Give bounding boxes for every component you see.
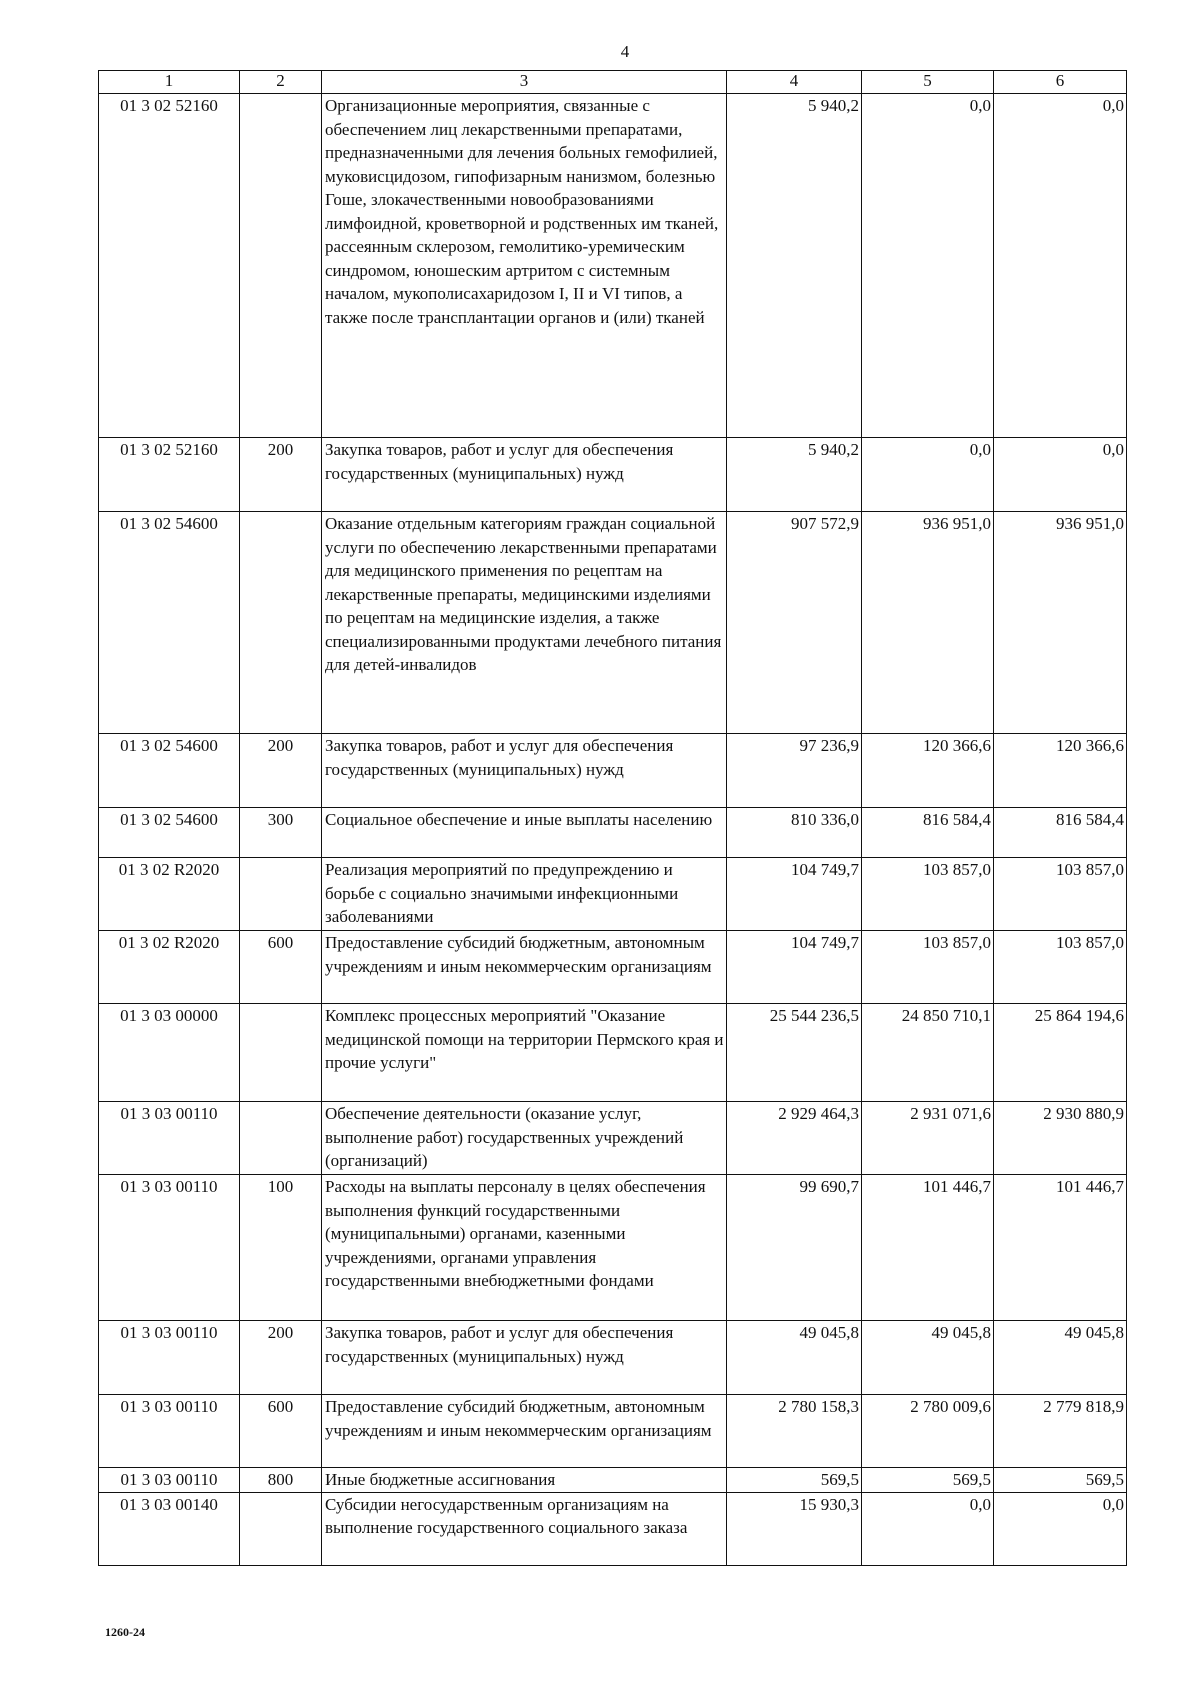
table-row bbox=[99, 931, 1127, 1004]
target-article-code: 01 3 03 00110 bbox=[99, 1175, 240, 1321]
item-name: Организационные мероприятия, связанные с обеспечением лиц лекарственными препаратами, предназначенными для лечения больных гемофилией, муковисцидозом, гипофизарным нанизмом, болезнью Гоше, злокачественными новообразованиями лимфоидной, кроветворной и родственных им тканей, рассеянным склерозом, гемолитико-уремическим синдромом, юношеским артритом с системным началом, мукополисахаридозом I, II и VI типов, а также после трансплантации органов и (или) тканей bbox=[322, 94, 727, 438]
amount-col6: 2 930 880,9 bbox=[994, 1102, 1127, 1175]
page-number: 4 bbox=[620, 42, 630, 61]
amount-col5: 120 366,6 bbox=[862, 734, 994, 808]
column-header: 2 bbox=[240, 71, 322, 94]
amount-col6: 120 366,6 bbox=[994, 734, 1127, 808]
item-name: Закупка товаров, работ и услуг для обеспечения государственных (муниципальных) нужд bbox=[322, 734, 727, 808]
table-row bbox=[99, 1175, 1127, 1321]
target-article-code: 01 3 02 52160 bbox=[99, 438, 240, 512]
amount-col5: 2 931 071,6 bbox=[862, 1102, 994, 1175]
amount-col4: 99 690,7 bbox=[727, 1175, 862, 1321]
item-name: Оказание отдельным категориям граждан социальной услуги по обеспечению лекарственными препаратами для медицинского применения по рецептам на лекарственные препараты, медицинскими изделиями по рецептам на медицинские изделия, а также специализированными продуктами лечебного питания для детей-инвалидов bbox=[322, 512, 727, 734]
amount-col4: 810 336,0 bbox=[727, 808, 862, 858]
table-row bbox=[99, 1395, 1127, 1468]
amount-col6: 49 045,8 bbox=[994, 1321, 1127, 1395]
expense-type-code: 600 bbox=[240, 931, 322, 1004]
target-article-code: 01 3 03 00110 bbox=[99, 1102, 240, 1175]
expense-type-code: 800 bbox=[240, 1468, 322, 1493]
amount-col6: 2 779 818,9 bbox=[994, 1395, 1127, 1468]
amount-col4: 15 930,3 bbox=[727, 1492, 862, 1565]
amount-col6: 101 446,7 bbox=[994, 1175, 1127, 1321]
column-header: 4 bbox=[727, 71, 862, 94]
expense-type-code bbox=[240, 512, 322, 734]
amount-col6: 0,0 bbox=[994, 1492, 1127, 1565]
amount-col6: 0,0 bbox=[994, 438, 1127, 512]
item-name: Иные бюджетные ассигнования bbox=[322, 1468, 727, 1493]
target-article-code: 01 3 02 R2020 bbox=[99, 858, 240, 931]
amount-col5: 0,0 bbox=[862, 94, 994, 438]
amount-col4: 907 572,9 bbox=[727, 512, 862, 734]
expense-type-code: 200 bbox=[240, 734, 322, 808]
amount-col6: 103 857,0 bbox=[994, 858, 1127, 931]
item-name: Предоставление субсидий бюджетным, автономным учреждениям и иным некоммерческим организациям bbox=[322, 1395, 727, 1468]
amount-col5: 569,5 bbox=[862, 1468, 994, 1493]
table-row bbox=[99, 808, 1127, 858]
amount-col5: 101 446,7 bbox=[862, 1175, 994, 1321]
document-code: 1260-24 bbox=[105, 1625, 145, 1639]
amount-col4: 25 544 236,5 bbox=[727, 1004, 862, 1102]
expense-type-code: 600 bbox=[240, 1395, 322, 1468]
amount-col4: 5 940,2 bbox=[727, 438, 862, 512]
amount-col4: 5 940,2 bbox=[727, 94, 862, 438]
expense-type-code bbox=[240, 858, 322, 931]
amount-col6: 569,5 bbox=[994, 1468, 1127, 1493]
target-article-code: 01 3 03 00110 bbox=[99, 1468, 240, 1493]
expense-type-code: 200 bbox=[240, 1321, 322, 1395]
column-header: 6 bbox=[994, 71, 1127, 94]
table-row bbox=[99, 1492, 1127, 1565]
column-header: 5 bbox=[862, 71, 994, 94]
column-header: 1 bbox=[99, 71, 240, 94]
amount-col6: 25 864 194,6 bbox=[994, 1004, 1127, 1102]
expense-type-code: 200 bbox=[240, 438, 322, 512]
amount-col4: 2 780 158,3 bbox=[727, 1395, 862, 1468]
amount-col4: 97 236,9 bbox=[727, 734, 862, 808]
target-article-code: 01 3 02 52160 bbox=[99, 94, 240, 438]
table-row bbox=[99, 1102, 1127, 1175]
table-row bbox=[99, 1004, 1127, 1102]
table-row bbox=[99, 94, 1127, 438]
table-row bbox=[99, 1468, 1127, 1493]
amount-col5: 0,0 bbox=[862, 1492, 994, 1565]
amount-col5: 103 857,0 bbox=[862, 858, 994, 931]
item-name: Социальное обеспечение и иные выплаты населению bbox=[322, 808, 727, 858]
target-article-code: 01 3 02 54600 bbox=[99, 512, 240, 734]
amount-col6: 936 951,0 bbox=[994, 512, 1127, 734]
budget-table bbox=[98, 70, 1127, 1566]
amount-col5: 103 857,0 bbox=[862, 931, 994, 1004]
amount-col5: 49 045,8 bbox=[862, 1321, 994, 1395]
target-article-code: 01 3 02 54600 bbox=[99, 734, 240, 808]
expense-type-code bbox=[240, 94, 322, 438]
item-name: Расходы на выплаты персоналу в целях обеспечения выполнения функций государственными (муниципальными) органами, казенными учреждениями, органами управления государственными внебюджетными фондами bbox=[322, 1175, 727, 1321]
target-article-code: 01 3 02 R2020 bbox=[99, 931, 240, 1004]
expense-type-code: 300 bbox=[240, 808, 322, 858]
table-row bbox=[99, 512, 1127, 734]
amount-col4: 569,5 bbox=[727, 1468, 862, 1493]
target-article-code: 01 3 03 00000 bbox=[99, 1004, 240, 1102]
expense-type-code bbox=[240, 1102, 322, 1175]
target-article-code: 01 3 03 00110 bbox=[99, 1321, 240, 1395]
expense-type-code bbox=[240, 1492, 322, 1565]
target-article-code: 01 3 02 54600 bbox=[99, 808, 240, 858]
amount-col4: 49 045,8 bbox=[727, 1321, 862, 1395]
item-name: Закупка товаров, работ и услуг для обеспечения государственных (муниципальных) нужд bbox=[322, 438, 727, 512]
table-row bbox=[99, 438, 1127, 512]
amount-col5: 2 780 009,6 bbox=[862, 1395, 994, 1468]
amount-col6: 103 857,0 bbox=[994, 931, 1127, 1004]
target-article-code: 01 3 03 00140 bbox=[99, 1492, 240, 1565]
expense-type-code bbox=[240, 1004, 322, 1102]
column-header: 3 bbox=[322, 71, 727, 94]
expense-type-code: 100 bbox=[240, 1175, 322, 1321]
item-name: Предоставление субсидий бюджетным, автономным учреждениям и иным некоммерческим организациям bbox=[322, 931, 727, 1004]
amount-col4: 104 749,7 bbox=[727, 858, 862, 931]
amount-col6: 816 584,4 bbox=[994, 808, 1127, 858]
item-name: Обеспечение деятельности (оказание услуг, выполнение работ) государственных учреждений (организаций) bbox=[322, 1102, 727, 1175]
amount-col5: 0,0 bbox=[862, 438, 994, 512]
table-row bbox=[99, 1321, 1127, 1395]
item-name: Комплекс процессных мероприятий "Оказание медицинской помощи на территории Пермского края и прочие услуги" bbox=[322, 1004, 727, 1102]
target-article-code: 01 3 03 00110 bbox=[99, 1395, 240, 1468]
amount-col5: 24 850 710,1 bbox=[862, 1004, 994, 1102]
item-name: Субсидии негосударственным организациям на выполнение государственного социального заказа bbox=[322, 1492, 727, 1565]
table-row bbox=[99, 858, 1127, 931]
amount-col6: 0,0 bbox=[994, 94, 1127, 438]
amount-col4: 104 749,7 bbox=[727, 931, 862, 1004]
table-row bbox=[99, 734, 1127, 808]
item-name: Закупка товаров, работ и услуг для обеспечения государственных (муниципальных) нужд bbox=[322, 1321, 727, 1395]
header-row bbox=[99, 71, 1127, 94]
amount-col5: 936 951,0 bbox=[862, 512, 994, 734]
amount-col4: 2 929 464,3 bbox=[727, 1102, 862, 1175]
item-name: Реализация мероприятий по предупреждению и борьбе с социально значимыми инфекционными заболеваниями bbox=[322, 858, 727, 931]
amount-col5: 816 584,4 bbox=[862, 808, 994, 858]
